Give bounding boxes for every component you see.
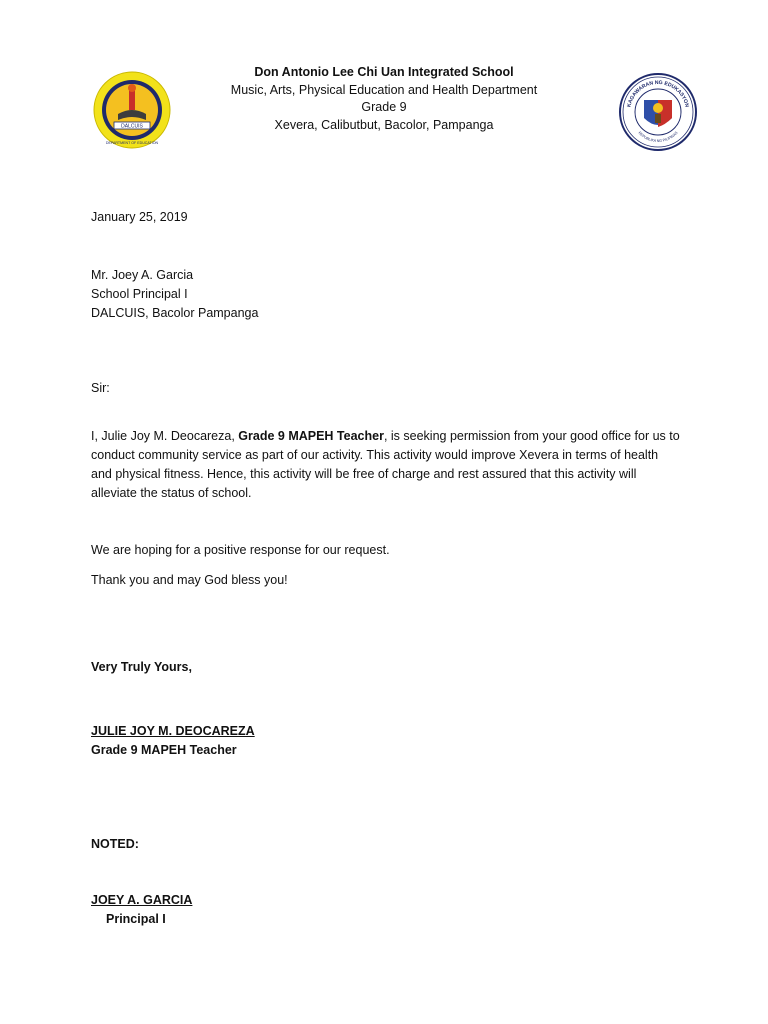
signatory-name: JULIE JOY M. DEOCAREZA	[91, 724, 255, 738]
signatory-title: Grade 9 MAPEH Teacher	[91, 743, 237, 757]
body-paragraph-2: We are hoping for a positive response for our request.	[91, 543, 390, 557]
body-line-4: alleviate the status of school.	[91, 486, 252, 500]
school-seal-logo	[92, 70, 172, 150]
body-lead: I, Julie Joy M. Deocareza,	[91, 429, 235, 443]
body-paragraph-3: Thank you and may God bless you!	[91, 573, 288, 587]
body-line-1	[91, 427, 681, 446]
left-logo-label: DALCUIS	[121, 123, 143, 130]
salutation: Sir:	[91, 381, 110, 395]
right-logo-ring-bottom: REPUBLIKA NG PILIPINAS	[637, 130, 679, 144]
recipient-title: School Principal I	[91, 287, 188, 301]
noted-by-name: JOEY A. GARCIA	[91, 893, 193, 907]
body-line1-rest: , is seeking permission from your good office for us to	[383, 429, 680, 443]
noted-label: NOTED:	[91, 837, 139, 851]
body-bold-title: Grade 9 MAPEH Teacher	[238, 429, 384, 443]
recipient-address: DALCUIS, Bacolor Pampanga	[91, 306, 259, 320]
department-name: Music, Arts, Physical Education and Health Department	[230, 82, 538, 97]
school-address: Xevera, Calibutbut, Bacolor, Pampanga	[274, 117, 494, 132]
letterhead	[180, 64, 588, 134]
closing: Very Truly Yours,	[91, 660, 192, 674]
recipient-block	[91, 266, 258, 323]
right-logo-ring-top: KAGAWARAN NG EDUKASYON	[626, 79, 690, 108]
noted-by-title: Principal I	[106, 912, 166, 926]
signatory-block	[91, 722, 255, 760]
noted-by-block	[91, 891, 192, 929]
letter-date: January 25, 2019	[91, 210, 188, 224]
body-line-3: and physical fitness. Hence, this activity will be free of charge and rest assured that this activity will	[91, 467, 637, 481]
body-line-2: conduct community service as part of our activity. This activity would improve Xevera in terms of health	[91, 448, 659, 462]
recipient-name: Mr. Joey A. Garcia	[91, 268, 194, 282]
school-name: Don Antonio Lee Chi Uan Integrated School	[254, 65, 514, 79]
grade-level: Grade 9	[361, 100, 407, 114]
deped-seal-logo	[618, 72, 698, 152]
body-paragraph-1	[91, 427, 681, 503]
left-logo-ring-text: DEPARTMENT OF EDUCATION	[105, 141, 159, 145]
